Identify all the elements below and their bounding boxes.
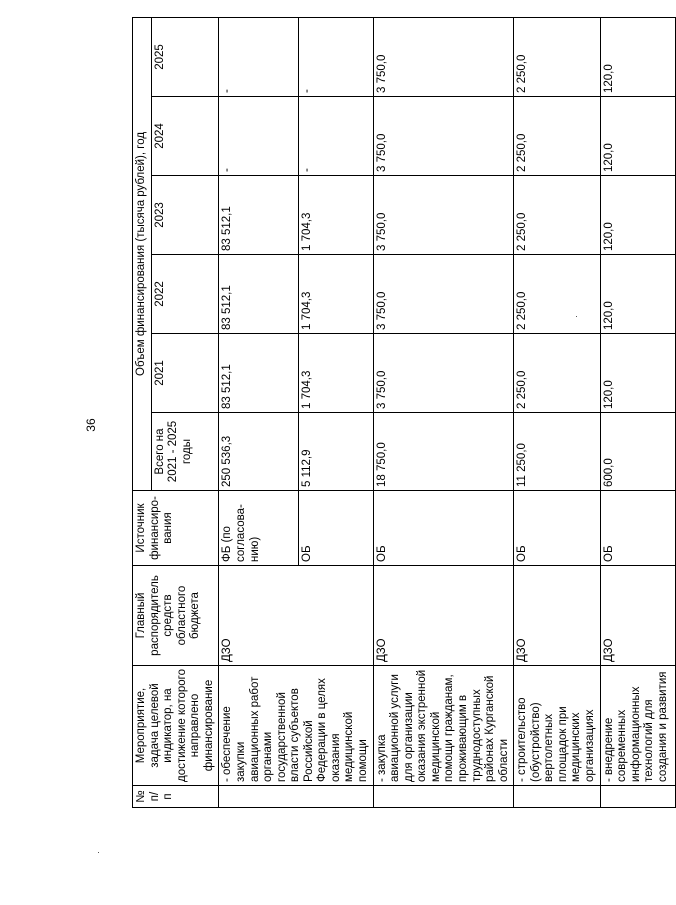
header-volume-group: Объем финансирования (тысяча рублей), год <box>133 17 152 490</box>
row-2021: 2 250,0 <box>514 334 600 413</box>
row-source: ОБ <box>600 491 675 566</box>
table-row <box>600 17 675 807</box>
row-2023: 120,0 <box>600 176 675 255</box>
row-num <box>373 786 514 808</box>
row-2021: 120,0 <box>600 334 675 413</box>
table-row <box>514 17 600 807</box>
row-2025: 120,0 <box>600 17 675 96</box>
row-2022: 3 750,0 <box>373 255 514 334</box>
financing-table <box>132 17 676 808</box>
row-2021: 1 704,3 <box>298 334 373 413</box>
row-source: ОБ <box>514 491 600 566</box>
row-manager: ДЗО <box>219 566 373 666</box>
header-num: № п/п <box>133 786 219 808</box>
page-number: 36 <box>84 418 98 432</box>
row-source: ОБ <box>298 491 373 566</box>
row-2023: 2 250,0 <box>514 176 600 255</box>
row-2022: 1 704,3 <box>298 255 373 334</box>
row-2023: 83 512,1 <box>219 176 298 255</box>
row-manager: ДЗО <box>600 566 675 666</box>
row-activity: - строительство (обустройство) вертолетных площадок при медицинских организациях <box>514 666 600 786</box>
row-total: 600,0 <box>600 413 675 491</box>
row-2025: 3 750,0 <box>373 17 514 96</box>
row-2025: 2 250,0 <box>514 17 600 96</box>
row-total: 11 250,0 <box>514 413 600 491</box>
header-year-2025: 2025 <box>151 17 219 96</box>
row-manager: ДЗО <box>514 566 600 666</box>
row-2021: 3 750,0 <box>373 334 514 413</box>
header-activity: Мероприятие, задача целевой индикатор, на достижение которого направлено финансирование <box>133 666 219 786</box>
row-manager: ДЗО <box>373 566 514 666</box>
row-2023: 1 704,3 <box>298 176 373 255</box>
scan-speck <box>98 852 99 853</box>
row-2022: 2 250,0 <box>514 255 600 334</box>
row-2024: - <box>219 97 298 176</box>
header-year-2022: 2022 <box>151 255 219 334</box>
header-manager: Главный распорядитель средств областного бюджета <box>133 566 219 666</box>
table-row <box>373 17 514 807</box>
row-source: ФБ (по согласова-нию) <box>219 491 298 566</box>
row-2024: 2 250,0 <box>514 97 600 176</box>
header-year-2023: 2023 <box>151 176 219 255</box>
row-2025: - <box>219 17 298 96</box>
row-total: 5 112,9 <box>298 413 373 491</box>
row-2023: 3 750,0 <box>373 176 514 255</box>
row-total: 18 750,0 <box>373 413 514 491</box>
row-activity: - обеспечение закупки авиационных работ органами государственной власти субъектов Российской Федерации в целях оказания медицинской помощи <box>219 666 373 786</box>
header-source: Источник финансиро-вания <box>133 491 219 566</box>
row-2022: 120,0 <box>600 255 675 334</box>
row-2021: 83 512,1 <box>219 334 298 413</box>
row-num <box>514 786 600 808</box>
header-year-2021: 2021 <box>151 334 219 413</box>
row-activity: - закупка авиационной услуги для организации оказания экстренной медицинской помощи гражданам, проживающим в труднодоступных районах Курганской области <box>373 666 514 786</box>
row-source: ОБ <box>373 491 514 566</box>
header-year-2024: 2024 <box>151 97 219 176</box>
row-2024: - <box>298 97 373 176</box>
row-total: 250 536,3 <box>219 413 298 491</box>
row-2022: 83 512,1 <box>219 255 298 334</box>
row-2024: 120,0 <box>600 97 675 176</box>
row-2024: 3 750,0 <box>373 97 514 176</box>
row-activity: - внедрение современных информационных технологий для создания и развития <box>600 666 675 786</box>
row-num <box>219 786 373 808</box>
table-row <box>219 17 298 807</box>
header-total: Всего на 2021 - 2025 годы <box>151 413 219 491</box>
row-num <box>600 786 675 808</box>
header-row <box>133 17 152 807</box>
rotated-table-container <box>132 18 669 808</box>
row-2025: - <box>298 17 373 96</box>
